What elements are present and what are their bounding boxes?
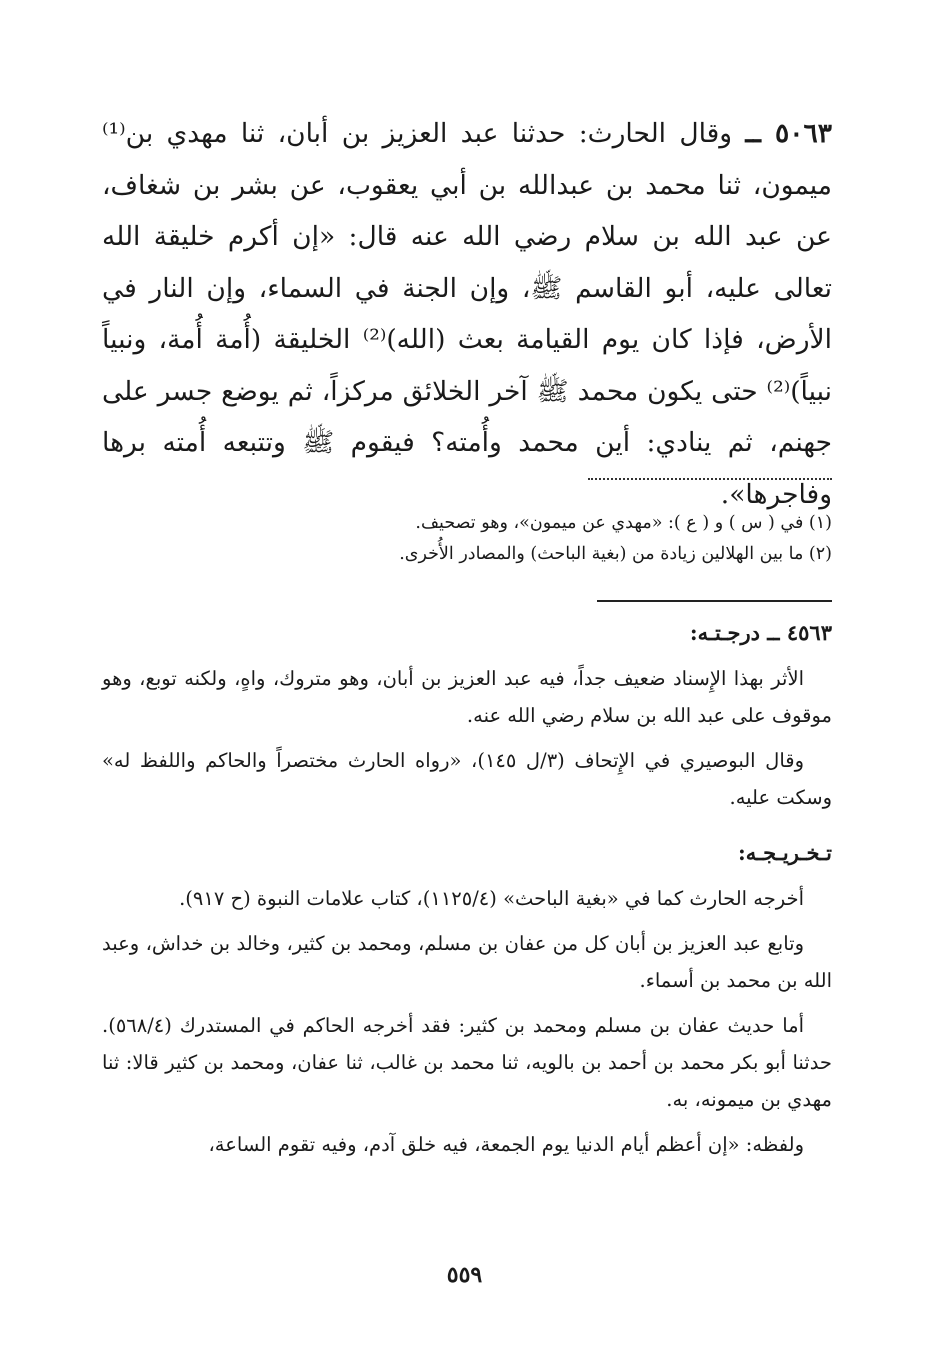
footnote-separator [588,478,832,480]
hadith-text [102,108,832,520]
grade-paragraph-1: الأثر بهذا الإِسناد ضعيف جداً، فيه عبد العزيز بن أبان، وهو متروك، واهٍ، ولكنه توبع، وهو موقوف على عبد الله بن سلام رضي الله عنه. [102,667,832,727]
section-divider [597,600,832,602]
takhrij-paragraph-1: أخرجه الحارث كما في «بغية الباحث» (١١٢٥/٤)، كتاب علامات النبوة (ح ٩١٧). [179,887,804,910]
footnote-1: (١) في ( س ) و ( ع ): «مهدي عن ميمون»، وهو تصحيف. [415,513,832,533]
footnote-2: (٢) ما بين الهلالين زيادة من (بغية الباحث) والمصادر الأُخرى. [399,544,832,564]
hadith-number: ٥٠٦٣ ــ [745,118,832,149]
takhrij-paragraph-2: وتابع عبد العزيز بن أبان كل من عفان بن مسلم، ومحمد بن كثير، وخالد بن خداش، وعبد الله بن محمد بن أسماء. [102,932,832,992]
grade-section [102,660,832,816]
grade-heading: ٤٥٦٣ ــ درجـتـه: [689,620,832,645]
page-number: ٥٥٩ [446,1262,483,1288]
takhrij-paragraph-4: ولفظه: «إن أعظم أيام الدنيا يوم الجمعة، فيه خلق آدم، وفيه تقوم الساعة، [208,1133,804,1156]
footnotes [300,508,832,570]
takhrij-section [102,880,832,1163]
grade-paragraph-2: وقال البوصيري في الإِتحاف (٣/ل ١٤٥)، «رواه الحارث مختصراً والحاكم واللفظ له» وسكت عليه. [102,749,832,809]
hadith-body: وقال الحارث: حدثنا عبد العزيز بن أبان، ثنا مهدي بن⁽¹⁾ ميمون، ثنا محمد بن عبدالله بن أبي يعقوب، عن بشر بن شغاف، عن عبد الله بن سلام رضي الله عنه قال: «إن أكرم خليقة الله تعالى عليه، أبو القاسم ﷺ، وإن الجنة في السماء، وإن النار في الأرض، فإذا كان يوم القيامة بعث (الله)⁽²⁾ الخليقة (أُمة أُمة، ونبياً نبياً)⁽²⁾ حتى يكون محمد ﷺ آخر الخلائق مركزاً، ثم يوضع جسر على جهنم، ثم ينادي: أين محمد وأُمته؟ فيقوم ﷺ وتتبعه أُمته برها وفاجرها». [102,118,832,510]
takhrij-heading: تـخـريـجـه: [737,840,832,865]
hadith-paragraph [102,108,832,520]
takhrij-paragraph-3: أما حديث عفان بن مسلم ومحمد بن كثير: فقد أخرجه الحاكم في المستدرك (٥٦٨/٤). حدثنا أبو بكر محمد بن أحمد بن بالويه، ثنا محمد بن غالب، ثنا عفان، ومحمد بن كثير قالا: ثنا مهدي بن ميمونه، به. [102,1014,832,1111]
